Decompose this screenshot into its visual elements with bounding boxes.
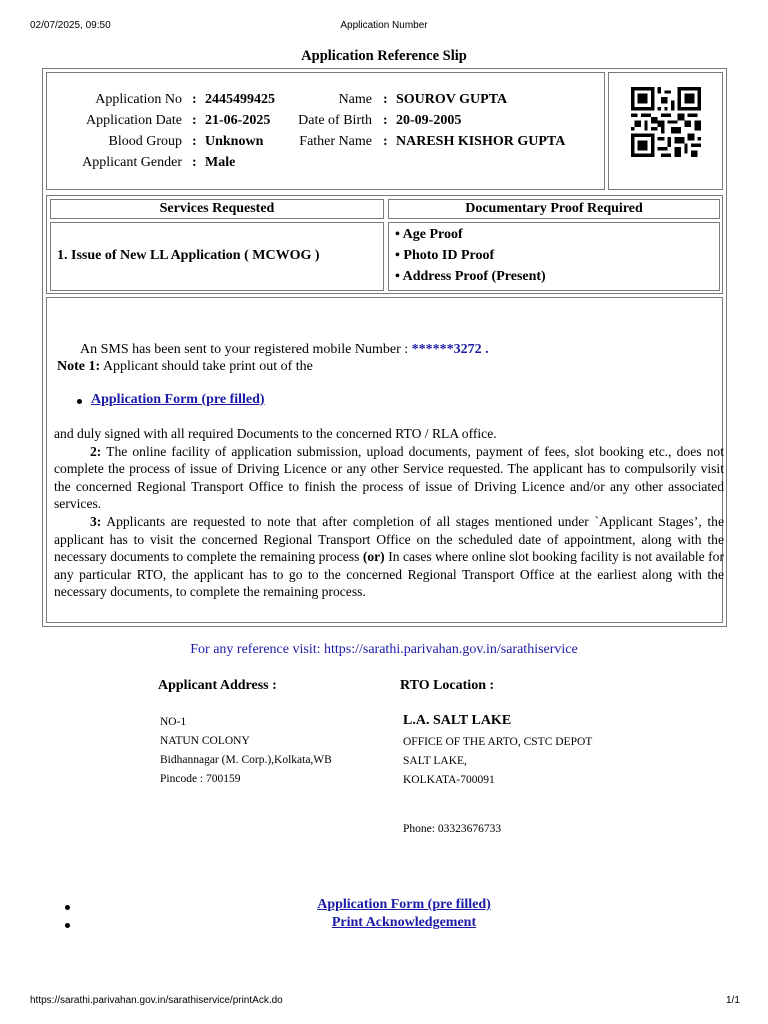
applicant-details-box	[46, 72, 605, 190]
qr-code-box	[608, 72, 723, 190]
reference-link[interactable]: For any reference visit: https://sarathi.parivahan.gov.in/sarathiservice	[190, 642, 578, 657]
applicant-address	[160, 713, 332, 789]
proof-item: • Age Proof	[395, 227, 463, 242]
notes-text	[54, 425, 724, 601]
note-1	[57, 359, 313, 375]
application-form-link[interactable]: Application Form (pre filled)	[91, 392, 265, 407]
applicant-address-title: Applicant Address :	[158, 678, 277, 693]
bottom-link-row	[0, 915, 768, 931]
service-item: 1. Issue of New LL Application ( MCWOG )	[57, 248, 320, 263]
application-no-value: 2445499425	[205, 92, 275, 107]
note-3-label: 3:	[90, 513, 102, 529]
rto-location-title: RTO Location :	[400, 678, 495, 693]
father-name-value: NARESH KISHOR GUPTA	[396, 134, 566, 149]
application-no-label: Application No	[95, 92, 182, 107]
print-page-title: Application Number	[340, 20, 428, 31]
address-line: NATUN COLONY	[160, 735, 250, 747]
gender-label: Applicant Gender	[82, 155, 182, 170]
print-datetime: 02/07/2025, 09:50	[30, 20, 111, 31]
note-1-label: Note 1:	[57, 359, 101, 374]
name-value: SOUROV GUPTA	[396, 92, 508, 107]
note-3-text-b: In cases where online slot booking facility is not available for any particular RTO, the applicant has to go to the concerned Regional Transport Office at the earliest along with the necessary documents, to complete the remaining process.	[54, 549, 724, 600]
dob-value: 20-09-2005	[396, 113, 462, 128]
address-line: Bidhannagar (M. Corp.),Kolkata,WB	[160, 754, 332, 766]
colon: :	[192, 134, 197, 149]
application-date-label: Application Date	[85, 113, 182, 128]
note-3	[54, 513, 724, 601]
services-table	[46, 195, 723, 294]
application-date-value: 21-06-2025	[205, 113, 271, 128]
sms-notice	[80, 342, 489, 358]
services-requested-header: Services Requested	[50, 199, 384, 219]
slip-title: Application Reference Slip	[301, 48, 467, 64]
note-3-or: (or)	[362, 549, 385, 565]
colon: :	[192, 92, 197, 107]
colon: :	[383, 113, 388, 128]
colon: :	[192, 155, 197, 170]
note-paragraph: and duly signed with all required Documents to the concerned RTO / RLA office.	[54, 426, 497, 441]
note-3-text-a: Applicants are requested to note that after completion of all stages mentioned under `Applicant Stages’, the applicant has to visit the concerned Regional Transport Office on the scheduled date of appointment, along with the necessary documents to complete the remaining process	[54, 513, 724, 565]
address-line: Pincode : 700159	[160, 773, 241, 785]
print-acknowledgement-link[interactable]: Print Acknowledgement	[331, 915, 477, 930]
proof-item: • Address Proof (Present)	[395, 269, 546, 284]
list-bullet	[77, 399, 82, 404]
address-line: NO-1	[160, 716, 187, 728]
father-name-label: Father Name	[299, 134, 372, 149]
dob-label: Date of Birth	[298, 113, 372, 128]
print-footer-url: https://sarathi.parivahan.gov.in/sarathiservice/printAck.do	[30, 995, 283, 1006]
bottom-link-row	[0, 897, 768, 913]
note-2-text: The online facility of application submission, upload documents, payment of fees, slot booking etc., does not complete the process of issue of Driving Licence or any other Service requested. The applicant has to compulsorily visit the concerned Regional Transport Office to finish the process of issue of Driving Licence and/or any other associated services.	[54, 443, 724, 512]
blood-group-label: Blood Group	[108, 134, 182, 149]
rto-address-line: KOLKATA-700091	[403, 774, 495, 786]
blood-group-value: Unknown	[205, 134, 264, 149]
note-1-text: Applicant should take print out of the	[102, 359, 313, 374]
rto-address-line: OFFICE OF THE ARTO, CSTC DEPOT	[403, 736, 593, 748]
services-cell	[50, 222, 384, 291]
colon: :	[192, 113, 197, 128]
rto-address-line: SALT LAKE,	[403, 755, 467, 767]
rto-address	[403, 733, 592, 790]
application-form-bottom-link[interactable]: Application Form (pre filled)	[317, 897, 491, 912]
note-2-label: 2:	[90, 443, 102, 459]
colon: :	[383, 134, 388, 149]
sms-text: An SMS has been sent to your registered mobile Number :	[80, 342, 409, 357]
rto-phone: Phone: 03323676733	[403, 823, 502, 835]
documentary-proof-header: Documentary Proof Required	[388, 199, 720, 219]
name-label: Name	[338, 92, 372, 107]
print-page-number: 1/1	[726, 995, 740, 1006]
qr-code-icon	[631, 87, 701, 157]
colon: :	[383, 92, 388, 107]
note-2	[54, 443, 724, 513]
proof-item: • Photo ID Proof	[395, 248, 495, 263]
rto-name: L.A. SALT LAKE	[403, 713, 512, 728]
proof-cell	[388, 222, 720, 291]
sms-number: ******3272 .	[411, 342, 489, 357]
gender-value: Male	[205, 155, 236, 170]
